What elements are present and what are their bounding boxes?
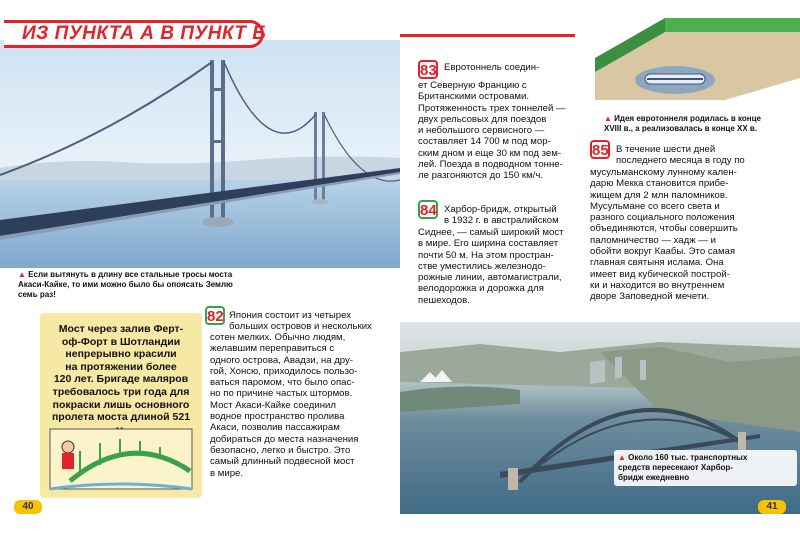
bridge-caption — [18, 270, 278, 300]
text-line: последнего месяца в году по — [616, 155, 745, 167]
text-line: одного острова, Авадзи, на дру- — [210, 354, 354, 366]
text-line: Мост Акаси-Кайке соединил — [210, 399, 336, 411]
fact-box-line: 120 лет. Бригаде маляров — [53, 373, 189, 386]
fact-box-line: пролета моста длиной 521 — [51, 411, 191, 424]
text-line: самый длинный подвесной мост — [210, 456, 355, 468]
fact-number-badge: 85 — [592, 142, 609, 159]
text-line: в мире. Его ширина составляет — [418, 238, 559, 250]
sydney-caption — [614, 450, 797, 486]
fact-box-line: на протяжении более — [65, 360, 177, 373]
text-line: велодорожка и дорожка для — [418, 283, 544, 295]
text-line: гой, Хонсю, приходилось пользо- — [210, 365, 358, 377]
fact-83-text — [444, 62, 594, 73]
text-line: двух рельсовых для поездов — [418, 113, 547, 125]
text-line: Харбор-бридж, открытый — [444, 204, 557, 215]
text-line: имеет вид кубической построй- — [590, 268, 730, 280]
text-line: ки и находится во внутреннем — [590, 279, 725, 291]
fact-box-line: оф-Форт в Шотландии — [61, 335, 181, 348]
fact-85-text — [616, 144, 796, 167]
text-line: и небольшого сервисного — — [418, 125, 545, 137]
text-line: желавшим переправиться с — [210, 343, 335, 355]
page-number-right: 41 — [758, 500, 786, 514]
text-line: объединяются, чтобы совершить — [590, 223, 738, 235]
sydney-harbour-bridge-photo — [400, 322, 800, 516]
text-line: в 1932 г. в австралийском — [444, 215, 559, 227]
fact-85-text-cont — [590, 167, 796, 303]
text-line: но по причине частых штормов. — [210, 388, 353, 400]
painter-cartoon-illustration — [40, 421, 202, 498]
text-line: Япония состоит из четырех — [229, 310, 352, 321]
fact-number-badge: 84 — [420, 202, 437, 219]
text-line: больших островов и нескольких — [229, 321, 372, 333]
caption-line: Акаси-Кайке, то ими можно было бы опоясать Землю — [18, 280, 233, 289]
akashi-kaikyo-bridge-photo — [0, 40, 400, 268]
caption-line: Около 160 тыс. транспортных — [628, 453, 748, 462]
fact-box-line: непрерывно красили — [65, 348, 177, 361]
eurotunnel-illustration — [575, 8, 800, 110]
fact-84-text — [444, 204, 594, 227]
text-line: почти 50 м. На этом простран- — [418, 249, 554, 261]
caption-line: XVIII в., а реализовалась в конце XX в. — [604, 124, 758, 133]
text-line: Мусульмане со всего света и — [590, 200, 720, 212]
text-line: добираться до места назначения — [210, 433, 359, 445]
eurotunnel-caption — [604, 114, 800, 134]
fact-number-badge: 83 — [420, 62, 437, 79]
text-line: Сиднее, — самый широкий мост — [418, 227, 564, 238]
text-line: паломничество — хадж — и — [590, 234, 716, 246]
text-line: жищем для 2 млн паломников. — [590, 189, 728, 201]
bottom-margin — [400, 514, 800, 538]
text-line: Британскими островами. — [418, 91, 530, 103]
text-line: безопасно, легко и быстро. Это — [210, 444, 351, 456]
text-line: сотен мелких. Обычно людям, — [210, 332, 346, 343]
fact-box-text — [48, 323, 194, 436]
text-line: мусульманскому лунному кален- — [590, 167, 737, 178]
text-line: Протяженность трех тоннелей — — [418, 102, 566, 114]
fact-box-line: Мост через залив Ферт- — [58, 323, 184, 335]
caption-line: семь раз! — [18, 290, 56, 299]
text-line: ским дном и еще 30 км под зем- — [418, 147, 562, 159]
text-line: в мире. — [210, 467, 244, 479]
caption-line: Идея евротоннеля родилась в конце — [614, 114, 761, 123]
section-title: ИЗ ПУНКТА А В ПУНКТ Б — [22, 23, 267, 44]
text-line: рожные линии, автомагистрали, — [418, 272, 562, 284]
caption-line: бридж ежедневно — [618, 473, 690, 482]
fact-box-line: покраски лишь основного — [52, 398, 190, 411]
text-line: главная святыня ислама. Она — [590, 257, 724, 269]
text-line: В течение шести дней — [616, 144, 716, 155]
triangle-icon: ▲ — [18, 270, 26, 279]
fact-box-firth-of-forth — [40, 313, 202, 498]
caption-line: Если вытянуть в длину все стальные тросы моста — [28, 270, 233, 279]
fact-84-text-cont — [418, 227, 598, 306]
text-line: ваться паромом, что было опас- — [210, 377, 355, 389]
text-line: пешеходов. — [418, 294, 470, 306]
fact-82-text — [229, 310, 397, 333]
text-line: лей. Поезда в подводном тонне- — [418, 159, 563, 171]
text-line: водное пространство пролива — [210, 411, 345, 423]
text-line: обойти вокруг Каабы. Это самая — [590, 246, 736, 258]
text-line: ет Северную Францию с — [418, 80, 527, 91]
page-number-left: 40 — [14, 500, 42, 514]
right-page — [400, 0, 800, 538]
fact-number-badge: 82 — [207, 308, 224, 325]
text-line: составляет 14 700 м под мор- — [418, 136, 551, 148]
triangle-icon: ▲ — [604, 114, 612, 123]
fact-box-line: требовалось три года для — [52, 385, 190, 398]
text-line: стве уместились железнодо- — [418, 260, 546, 272]
text-line: ле разгоняются до 150 км/ч. — [418, 170, 543, 182]
fact-83-text-cont — [418, 80, 598, 182]
fact-82-text-cont — [210, 332, 398, 479]
text-line: дарю Мекка становится прибе- — [590, 178, 729, 190]
text-line: разного социального положения — [590, 212, 735, 224]
text-line: дворе Заповедной мечети. — [590, 291, 710, 303]
triangle-icon: ▲ — [618, 453, 626, 462]
caption-line: средств пересекают Харбор- — [618, 463, 733, 472]
text-line: Акаси, позволив пассажирам — [210, 422, 340, 434]
text-line: Евротоннель соедин- — [444, 62, 540, 73]
